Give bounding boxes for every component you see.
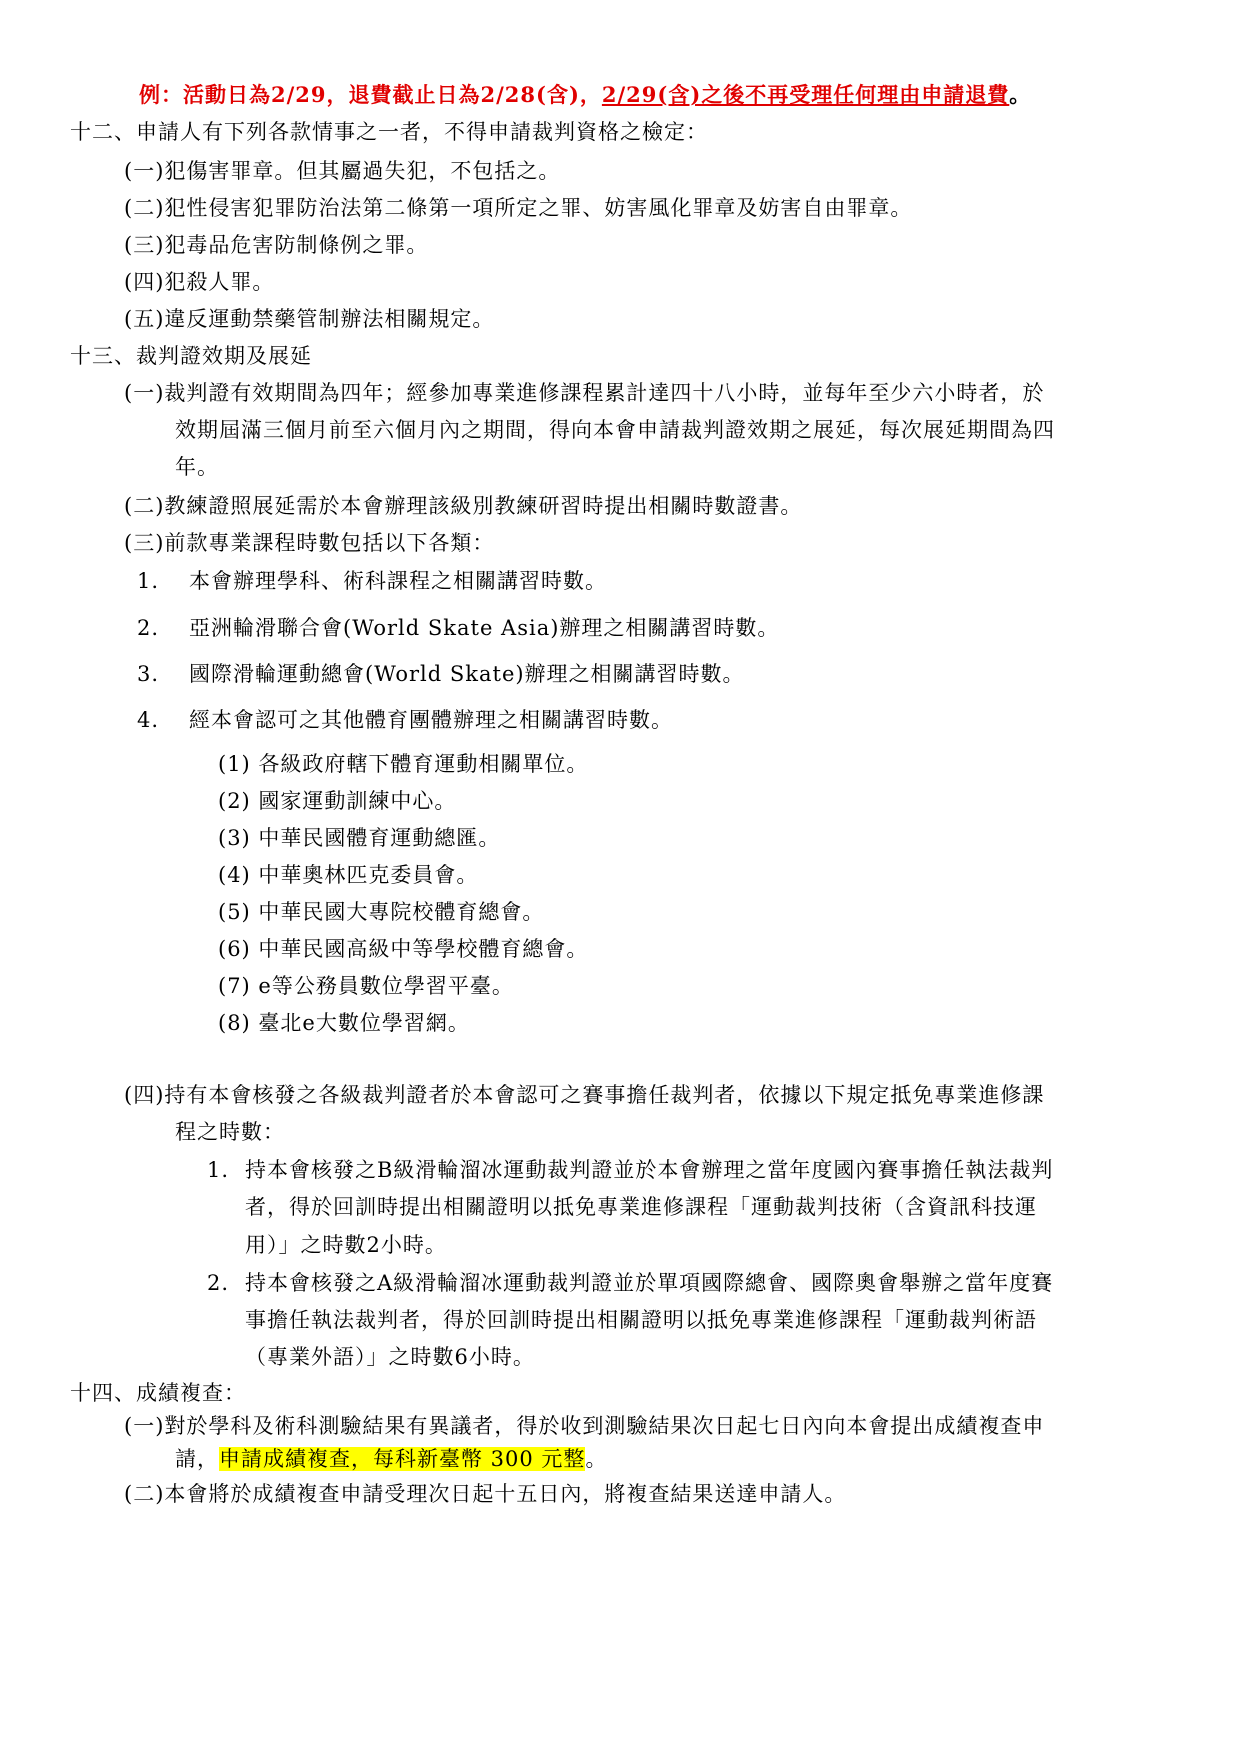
exemption-item <box>207 1268 1053 1298</box>
section-14-heading: 十四、成績複查： <box>70 1381 246 1405</box>
organization-list-item: (3) 中華民國體育運動總匯。 <box>218 826 501 850</box>
course-list-number: 2. <box>137 616 160 640</box>
section-14-para1-post: 。 <box>585 1447 608 1471</box>
section-14-para1-pre: 請， <box>175 1447 219 1471</box>
course-list-number: 4. <box>137 708 160 732</box>
organization-list-item: (7) e等公務員數位學習平臺。 <box>218 974 514 998</box>
section-12-item: (三)犯毒品危害防制條例之罪。 <box>124 233 429 257</box>
exemption-item-line: （專業外語）」之時數6小時。 <box>245 1345 535 1369</box>
course-list-text: 經本會認可之其他體育團體辦理之相關講習時數。 <box>189 708 673 732</box>
refund-notice-end: 。 <box>1009 82 1032 107</box>
course-list-text: 本會辦理學科、術科課程之相關講習時數。 <box>189 569 607 593</box>
refund-notice <box>139 80 1031 110</box>
section-14-para2: (二)本會將於成績複查申請受理次日起十五日內，將複查結果送達申請人。 <box>124 1482 847 1506</box>
section-13-para3: (三)前款專業課程時數包括以下各類： <box>124 531 495 555</box>
section-14-para1-line: (一)對於學科及術科測驗結果有異議者，得於收到測驗結果次日起七日內向本會提出成績複查申 <box>124 1414 1045 1438</box>
refund-notice-part1: 例：活動日為2/29，退費截止日為2/28(含)， <box>139 82 602 107</box>
section-13-para1-line: 效期屆滿三個月前至六個月內之期間，得向本會申請裁判證效期之展延，每次展延期間為四 <box>175 418 1055 442</box>
exemption-item-number: 2. <box>207 1271 230 1295</box>
section-12-item: (四)犯殺人罪。 <box>124 270 275 294</box>
organization-list-item: (6) 中華民國高級中等學校體育總會。 <box>218 937 589 961</box>
exemption-item-line: 者，得於回訓時提出相關證明以抵免專業進修課程「運動裁判技術（含資訊科技運 <box>245 1195 1037 1219</box>
exemption-item-line: 持本會核發之B級滑輪溜冰運動裁判證並於本會辦理之當年度國內賽事擔任執法裁判 <box>245 1158 1054 1182</box>
exemption-item-line: 持本會核發之A級滑輪溜冰運動裁判證並於單項國際總會、國際奧會舉辦之當年度賽 <box>245 1271 1054 1295</box>
course-list-text: 亞洲輪滑聯合會(World Skate Asia)辦理之相關講習時數。 <box>189 616 780 640</box>
section-12-item: (五)違反運動禁藥管制辦法相關規定。 <box>124 307 495 331</box>
organization-list-item: (2) 國家運動訓練中心。 <box>218 789 457 813</box>
course-list-text: 國際滑輪運動總會(World Skate)辦理之相關講習時數。 <box>189 662 745 686</box>
course-list-item <box>137 613 779 643</box>
exemption-item-line: 用）」之時數2小時。 <box>245 1233 447 1257</box>
exemption-item <box>207 1155 1053 1185</box>
section-13-para2: (二)教練證照展延需於本會辦理該級別教練研習時提出相關時數證書。 <box>124 494 803 518</box>
section-13-heading: 十三、裁判證效期及展延 <box>70 344 312 368</box>
section-13-para4-line: (四)持有本會核發之各級裁判證者於本會認可之賽事擔任裁判者，依據以下規定抵免專業進修課 <box>124 1083 1045 1107</box>
section-13-para4-line: 程之時數： <box>175 1120 285 1144</box>
refund-notice-part2: 2/29(含)之後不再受理任何理由申請退費 <box>601 82 1010 107</box>
organization-list-item: (1) 各級政府轄下體育運動相關單位。 <box>218 752 589 776</box>
section-14-para1-line <box>175 1444 607 1474</box>
organization-list-item: (4) 中華奧林匹克委員會。 <box>218 863 479 887</box>
section-13-para1-line: (一)裁判證有效期間為四年；經參加專業進修課程累計達四十八小時，並每年至少六小時者，於 <box>124 381 1045 405</box>
course-list-item <box>137 659 745 689</box>
course-list-number: 3. <box>137 662 160 686</box>
section-12-item: (一)犯傷害罪章。但其屬過失犯，不包括之。 <box>124 159 561 183</box>
organization-list-item: (5) 中華民國大專院校體育總會。 <box>218 900 545 924</box>
course-list-item <box>137 566 607 596</box>
review-fee-highlight: 申請成績複查，每科新臺幣 300 元整 <box>219 1447 586 1471</box>
section-12-heading: 十二、申請人有下列各款情事之一者，不得申請裁判資格之檢定： <box>70 120 708 144</box>
exemption-item-line: 事擔任執法裁判者，得於回訓時提出相關證明以抵免專業進修課程「運動裁判術語 <box>245 1308 1037 1332</box>
course-list-item <box>137 705 673 735</box>
section-12-item: (二)犯性侵害犯罪防治法第二條第一項所定之罪、妨害風化罪章及妨害自由罪章。 <box>124 196 913 220</box>
course-list-number: 1. <box>137 569 160 593</box>
exemption-item-number: 1. <box>207 1158 230 1182</box>
section-13-para1-line: 年。 <box>175 455 219 479</box>
organization-list-item: (8) 臺北e大數位學習網。 <box>218 1011 470 1035</box>
